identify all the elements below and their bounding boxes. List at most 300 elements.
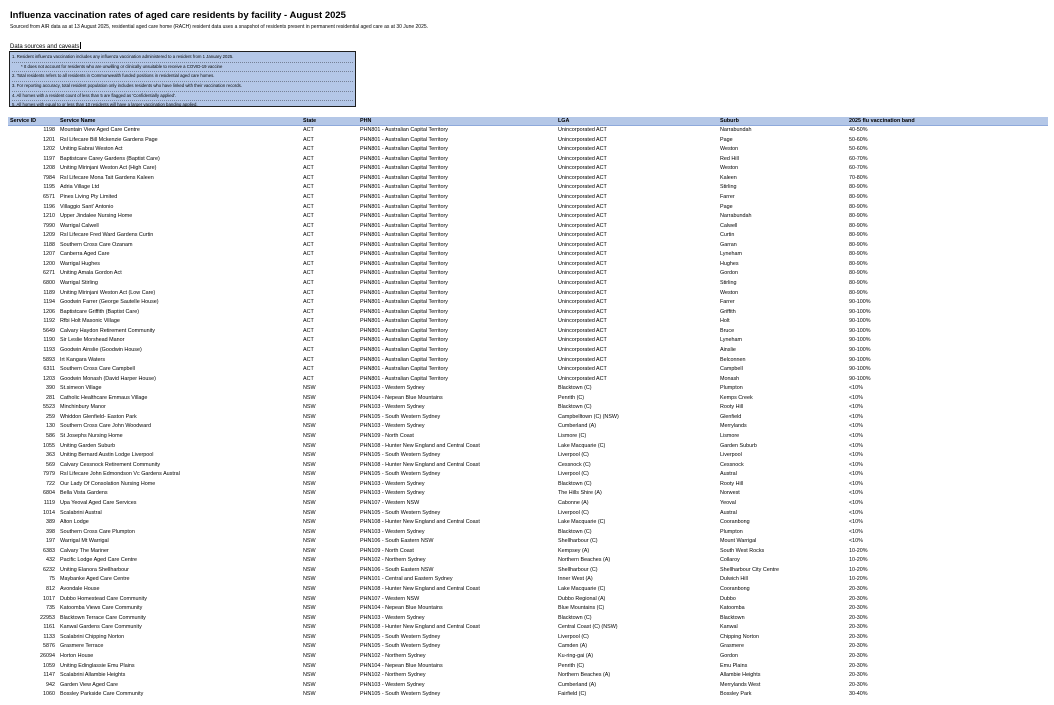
- vaccination-band-cell[interactable]: 80-90%: [849, 184, 868, 191]
- phn-cell[interactable]: PHN105 - South Western Sydney: [360, 633, 441, 640]
- suburb-cell[interactable]: Austral: [720, 509, 737, 516]
- service-id-cell[interactable]: 1208: [43, 165, 55, 172]
- lga-cell[interactable]: Unincorporated ACT: [558, 299, 607, 306]
- suburb-cell[interactable]: Farrer: [720, 193, 735, 200]
- service-id-cell[interactable]: 1193: [43, 346, 55, 353]
- lga-cell[interactable]: Unincorporated ACT: [558, 260, 607, 267]
- phn-cell[interactable]: PHN801 - Australian Capital Territory: [360, 232, 448, 239]
- phn-cell[interactable]: PHN801 - Australian Capital Territory: [360, 155, 448, 162]
- service-id-cell[interactable]: 389: [46, 519, 55, 526]
- suburb-cell[interactable]: Page: [720, 203, 733, 210]
- suburb-cell[interactable]: Rooty Hill: [720, 480, 744, 487]
- state-cell[interactable]: ACT: [303, 356, 314, 363]
- vaccination-band-cell[interactable]: <10%: [849, 528, 863, 535]
- state-cell[interactable]: NSW: [303, 413, 316, 420]
- service-name-cell[interactable]: Uniting Eabrai Weston Act: [60, 146, 123, 153]
- suburb-cell[interactable]: Glenfield: [720, 413, 742, 420]
- lga-cell[interactable]: Unincorporated ACT: [558, 136, 607, 143]
- suburb-cell[interactable]: Narrabundah: [720, 127, 752, 133]
- service-name-cell[interactable]: Calvary The Mariner: [60, 547, 109, 554]
- vaccination-band-cell[interactable]: 80-90%: [849, 289, 868, 296]
- state-cell[interactable]: ACT: [303, 165, 314, 172]
- state-cell[interactable]: NSW: [303, 557, 316, 564]
- service-id-cell[interactable]: 1014: [43, 509, 55, 516]
- service-name-cell[interactable]: Katoomba Views Care Community: [60, 605, 143, 612]
- phn-cell[interactable]: PHN106 - South Eastern NSW: [360, 538, 434, 545]
- vaccination-band-cell[interactable]: 90-100%: [849, 375, 871, 382]
- lga-cell[interactable]: Liverpool (C): [558, 452, 589, 459]
- phn-cell[interactable]: PHN103 - Western Sydney: [360, 480, 425, 487]
- state-cell[interactable]: ACT: [303, 308, 314, 315]
- service-name-cell[interactable]: Uniting Bernard Austin Lodge Liverpool: [60, 452, 154, 459]
- vaccination-band-cell[interactable]: 20-30%: [849, 586, 868, 592]
- vaccination-band-cell[interactable]: 90-100%: [849, 327, 871, 334]
- phn-cell[interactable]: PHN102 - Northern Sydney: [360, 557, 426, 564]
- lga-cell[interactable]: Unincorporated ACT: [558, 337, 607, 344]
- lga-cell[interactable]: Campbelltown (C) (NSW): [558, 413, 619, 420]
- state-cell[interactable]: NSW: [303, 576, 316, 583]
- service-name-cell[interactable]: Our Lady Of Consolation Nursing Home: [60, 480, 156, 487]
- service-name-cell[interactable]: Garden View Aged Care: [60, 681, 119, 688]
- service-name-cell[interactable]: Calvary Haydon Retirement Community: [60, 327, 155, 334]
- phn-cell[interactable]: PHN107 - Western NSW: [360, 499, 420, 506]
- state-cell[interactable]: ACT: [303, 203, 314, 210]
- suburb-cell[interactable]: Stirling: [720, 280, 737, 286]
- service-id-cell[interactable]: 7990: [43, 222, 55, 229]
- state-cell[interactable]: NSW: [303, 614, 316, 621]
- suburb-cell[interactable]: Ainslie: [720, 346, 736, 353]
- suburb-cell[interactable]: Yeoval: [720, 499, 736, 506]
- phn-cell[interactable]: PHN104 - Nepean Blue Mountains: [360, 605, 443, 612]
- service-id-cell[interactable]: 1060: [43, 691, 55, 698]
- lga-cell[interactable]: Liverpool (C): [558, 471, 589, 478]
- phn-cell[interactable]: PHN801 - Australian Capital Territory: [360, 251, 448, 258]
- state-cell[interactable]: ACT: [303, 127, 314, 133]
- service-name-cell[interactable]: Rsl Lifecare John Edmondson Vc Gardens Austral: [60, 471, 180, 478]
- state-cell[interactable]: ACT: [303, 289, 314, 296]
- state-cell[interactable]: ACT: [303, 375, 314, 382]
- suburb-cell[interactable]: Merrylands: [720, 423, 747, 430]
- state-cell[interactable]: NSW: [303, 452, 316, 459]
- service-id-cell[interactable]: 1197: [43, 155, 55, 162]
- lga-cell[interactable]: Unincorporated ACT: [558, 165, 607, 172]
- lga-cell[interactable]: Unincorporated ACT: [558, 318, 607, 325]
- phn-cell[interactable]: PHN801 - Australian Capital Territory: [360, 174, 448, 181]
- service-name-cell[interactable]: Goodwin Monash (David Harper House): [60, 375, 156, 382]
- state-cell[interactable]: NSW: [303, 480, 316, 487]
- suburb-cell[interactable]: Chipping Norton: [720, 633, 759, 640]
- state-cell[interactable]: NSW: [303, 433, 316, 439]
- state-cell[interactable]: ACT: [303, 155, 314, 162]
- phn-cell[interactable]: PHN104 - Nepean Blue Mountains: [360, 394, 443, 401]
- vaccination-band-cell[interactable]: <10%: [849, 433, 863, 439]
- phn-cell[interactable]: PHN801 - Australian Capital Territory: [360, 222, 448, 229]
- state-cell[interactable]: ACT: [303, 280, 314, 286]
- phn-cell[interactable]: PHN801 - Australian Capital Territory: [360, 260, 448, 267]
- state-cell[interactable]: ACT: [303, 260, 314, 267]
- service-name-cell[interactable]: Upper Jindalee Nursing Home: [60, 213, 133, 220]
- service-id-cell[interactable]: 1190: [43, 337, 55, 344]
- service-name-cell[interactable]: Villaggio Sant' Antonio: [60, 203, 114, 210]
- service-id-cell[interactable]: 197: [46, 538, 55, 545]
- lga-cell[interactable]: Blacktown (C): [558, 385, 592, 392]
- suburb-cell[interactable]: Gordon: [720, 652, 738, 659]
- header-suburb[interactable]: Suburb: [718, 117, 847, 126]
- service-name-cell[interactable]: Mountain View Aged Care Centre: [60, 127, 140, 133]
- suburb-cell[interactable]: Griffith: [720, 308, 736, 315]
- phn-cell[interactable]: PHN102 - Northern Sydney: [360, 652, 426, 659]
- lga-cell[interactable]: Unincorporated ACT: [558, 280, 607, 286]
- service-id-cell[interactable]: 1192: [43, 318, 55, 325]
- lga-cell[interactable]: Unincorporated ACT: [558, 308, 607, 315]
- service-name-cell[interactable]: St Josephs Nursing Home: [60, 433, 123, 439]
- service-name-cell[interactable]: Uniting Garden Suburb: [60, 442, 116, 449]
- vaccination-band-cell[interactable]: <10%: [849, 413, 863, 420]
- state-cell[interactable]: NSW: [303, 624, 316, 631]
- state-cell[interactable]: NSW: [303, 471, 316, 478]
- vaccination-band-cell[interactable]: 10-20%: [849, 557, 868, 564]
- state-cell[interactable]: ACT: [303, 213, 314, 220]
- lga-cell[interactable]: Liverpool (C): [558, 633, 589, 640]
- state-cell[interactable]: NSW: [303, 519, 316, 526]
- service-name-cell[interactable]: Uniting Mirinjani Weston Act (Low Care): [60, 289, 156, 296]
- service-id-cell[interactable]: 812: [46, 586, 55, 592]
- suburb-cell[interactable]: Emu Plains: [720, 662, 748, 669]
- lga-cell[interactable]: Unincorporated ACT: [558, 289, 607, 296]
- suburb-cell[interactable]: Kemps Creek: [720, 394, 753, 401]
- phn-cell[interactable]: PHN103 - Western Sydney: [360, 528, 425, 535]
- suburb-cell[interactable]: Plumpton: [720, 528, 743, 535]
- phn-cell[interactable]: PHN801 - Australian Capital Territory: [360, 203, 448, 210]
- phn-cell[interactable]: PHN801 - Australian Capital Territory: [360, 346, 448, 353]
- service-id-cell[interactable]: 75: [49, 576, 55, 583]
- vaccination-band-cell[interactable]: 80-90%: [849, 232, 868, 239]
- state-cell[interactable]: ACT: [303, 184, 314, 191]
- service-id-cell[interactable]: 6804: [43, 490, 55, 497]
- state-cell[interactable]: NSW: [303, 394, 316, 401]
- suburb-cell[interactable]: Shellharbour City Centre: [720, 566, 780, 573]
- vaccination-band-cell[interactable]: 80-90%: [849, 280, 868, 286]
- vaccination-band-cell[interactable]: 20-30%: [849, 672, 868, 679]
- vaccination-band-cell[interactable]: <10%: [849, 519, 863, 526]
- phn-cell[interactable]: PHN801 - Australian Capital Territory: [360, 289, 448, 296]
- vaccination-band-cell[interactable]: <10%: [849, 442, 863, 449]
- header-service-id[interactable]: Service ID: [8, 117, 58, 126]
- vaccination-band-cell[interactable]: <10%: [849, 499, 863, 506]
- service-id-cell[interactable]: 1198: [43, 127, 55, 133]
- phn-cell[interactable]: PHN801 - Australian Capital Territory: [360, 327, 448, 334]
- service-name-cell[interactable]: Calvary Cessnock Retirement Community: [60, 461, 161, 468]
- phn-cell[interactable]: PHN103 - Western Sydney: [360, 614, 425, 621]
- service-id-cell[interactable]: 1195: [43, 184, 55, 191]
- service-name-cell[interactable]: Rsl Lifecare Bill Mckenzie Gardens Page: [60, 136, 158, 143]
- phn-cell[interactable]: PHN101 - Central and Eastern Sydney: [360, 576, 453, 583]
- phn-cell[interactable]: PHN801 - Australian Capital Territory: [360, 356, 448, 363]
- state-cell[interactable]: NSW: [303, 605, 316, 612]
- state-cell[interactable]: NSW: [303, 490, 316, 497]
- vaccination-band-cell[interactable]: 80-90%: [849, 270, 868, 277]
- phn-cell[interactable]: PHN801 - Australian Capital Territory: [360, 241, 448, 248]
- lga-cell[interactable]: Unincorporated ACT: [558, 270, 607, 277]
- service-name-cell[interactable]: Warrigal Stirling: [60, 280, 98, 286]
- state-cell[interactable]: NSW: [303, 509, 316, 516]
- service-name-cell[interactable]: Southern Cross Care Ozanam: [60, 241, 133, 248]
- vaccination-band-cell[interactable]: <10%: [849, 471, 863, 478]
- service-name-cell[interactable]: Rsl Lifecare Fred Ward Gardens Curtin: [60, 232, 154, 239]
- service-id-cell[interactable]: 26094: [40, 652, 55, 659]
- vaccination-band-cell[interactable]: 90-100%: [849, 346, 871, 353]
- service-id-cell[interactable]: 586: [46, 433, 55, 439]
- service-id-cell[interactable]: 398: [46, 528, 55, 535]
- phn-cell[interactable]: PHN104 - Nepean Blue Mountains: [360, 662, 443, 669]
- state-cell[interactable]: ACT: [303, 270, 314, 277]
- header-lga[interactable]: LGA: [556, 117, 718, 126]
- phn-cell[interactable]: PHN801 - Australian Capital Territory: [360, 184, 448, 191]
- phn-cell[interactable]: PHN105 - South Western Sydney: [360, 691, 441, 698]
- vaccination-band-cell[interactable]: 80-90%: [849, 241, 868, 248]
- service-id-cell[interactable]: 1209: [43, 232, 55, 239]
- service-id-cell[interactable]: 7984: [43, 174, 55, 181]
- service-name-cell[interactable]: Uniting Amala Gordon Act: [60, 270, 122, 277]
- service-name-cell[interactable]: Maybanke Aged Care Centre: [60, 576, 130, 583]
- phn-cell[interactable]: PHN108 - Hunter New England and Central Coast: [360, 586, 480, 592]
- service-name-cell[interactable]: Scalabrini Austral: [60, 509, 102, 516]
- lga-cell[interactable]: Cessnock (C): [558, 461, 591, 468]
- service-id-cell[interactable]: 1202: [43, 146, 55, 153]
- state-cell[interactable]: NSW: [303, 681, 316, 688]
- suburb-cell[interactable]: Cooranbong: [720, 519, 750, 526]
- header-vaccination-band[interactable]: 2025 flu vaccination band: [847, 117, 1048, 126]
- lga-cell[interactable]: Blacktown (C): [558, 614, 592, 621]
- service-id-cell[interactable]: 1189: [43, 289, 55, 296]
- lga-cell[interactable]: The Hills Shire (A): [558, 490, 602, 497]
- service-name-cell[interactable]: Adria Village Ltd: [60, 184, 100, 191]
- service-name-cell[interactable]: Avondale House: [60, 586, 100, 592]
- service-name-cell[interactable]: Warrigal Mt Warrigal: [60, 538, 109, 545]
- lga-cell[interactable]: Fairfield (C): [558, 691, 587, 698]
- vaccination-band-cell[interactable]: <10%: [849, 452, 863, 459]
- phn-cell[interactable]: PHN109 - North Coast: [360, 547, 414, 554]
- phn-cell[interactable]: PHN103 - Western Sydney: [360, 490, 425, 497]
- suburb-cell[interactable]: Weston: [720, 289, 739, 296]
- lga-cell[interactable]: Kempsey (A): [558, 547, 590, 554]
- state-cell[interactable]: ACT: [303, 346, 314, 353]
- state-cell[interactable]: NSW: [303, 528, 316, 535]
- service-id-cell[interactable]: 1203: [43, 375, 55, 382]
- suburb-cell[interactable]: Garden Suburb: [720, 442, 757, 449]
- service-id-cell[interactable]: 1194: [43, 299, 55, 306]
- suburb-cell[interactable]: Austral: [720, 471, 737, 478]
- vaccination-band-cell[interactable]: 20-30%: [849, 633, 868, 640]
- phn-cell[interactable]: PHN801 - Australian Capital Territory: [360, 127, 448, 133]
- suburb-cell[interactable]: Holt: [720, 318, 730, 325]
- lga-cell[interactable]: Unincorporated ACT: [558, 375, 607, 382]
- service-id-cell[interactable]: 5523: [43, 404, 55, 411]
- phn-cell[interactable]: PHN108 - Hunter New England and Central Coast: [360, 519, 480, 526]
- phn-cell[interactable]: PHN105 - South Western Sydney: [360, 509, 441, 516]
- phn-cell[interactable]: PHN103 - Western Sydney: [360, 681, 425, 688]
- vaccination-band-cell[interactable]: 20-30%: [849, 614, 868, 621]
- suburb-cell[interactable]: Garran: [720, 241, 737, 248]
- lga-cell[interactable]: Unincorporated ACT: [558, 155, 607, 162]
- service-id-cell[interactable]: 5649: [43, 327, 55, 334]
- lga-cell[interactable]: Unincorporated ACT: [558, 327, 607, 334]
- lga-cell[interactable]: Unincorporated ACT: [558, 251, 607, 258]
- lga-cell[interactable]: Lake Macquarie (C): [558, 442, 606, 449]
- service-name-cell[interactable]: Pines Living Pty Limited: [60, 193, 118, 200]
- lga-cell[interactable]: Lismore (C): [558, 433, 587, 439]
- vaccination-band-cell[interactable]: 80-90%: [849, 193, 868, 200]
- service-id-cell[interactable]: 1201: [43, 136, 55, 143]
- lga-cell[interactable]: Shellharbour (C): [558, 566, 598, 573]
- service-id-cell[interactable]: 1210: [43, 213, 55, 220]
- lga-cell[interactable]: Camden (A): [558, 643, 588, 650]
- lga-cell[interactable]: Northern Beaches (A): [558, 557, 611, 564]
- state-cell[interactable]: ACT: [303, 327, 314, 334]
- lga-cell[interactable]: Lake Macquarie (C): [558, 519, 606, 526]
- header-phn[interactable]: PHN: [358, 117, 556, 126]
- vaccination-band-cell[interactable]: 60-70%: [849, 155, 868, 162]
- vaccination-band-cell[interactable]: <10%: [849, 461, 863, 468]
- phn-cell[interactable]: PHN801 - Australian Capital Territory: [360, 270, 448, 277]
- state-cell[interactable]: ACT: [303, 136, 314, 143]
- service-id-cell[interactable]: 1200: [43, 260, 55, 267]
- vaccination-band-cell[interactable]: 80-90%: [849, 213, 868, 220]
- phn-cell[interactable]: PHN801 - Australian Capital Territory: [360, 375, 448, 382]
- suburb-cell[interactable]: Dubbo: [720, 595, 736, 602]
- suburb-cell[interactable]: Grasmere: [720, 643, 744, 650]
- suburb-cell[interactable]: Campbell: [720, 366, 743, 373]
- service-name-cell[interactable]: Rfbi Holt Masonic Village: [60, 318, 120, 325]
- service-id-cell[interactable]: 735: [46, 605, 55, 612]
- lga-cell[interactable]: Inner West (A): [558, 576, 593, 583]
- lga-cell[interactable]: Unincorporated ACT: [558, 232, 607, 239]
- vaccination-band-cell[interactable]: <10%: [849, 480, 863, 487]
- service-name-cell[interactable]: Minchinbury Manor: [60, 404, 106, 411]
- vaccination-band-cell[interactable]: 50-60%: [849, 146, 868, 153]
- phn-cell[interactable]: PHN105 - South Western Sydney: [360, 471, 441, 478]
- service-id-cell[interactable]: 6311: [43, 366, 55, 373]
- phn-cell[interactable]: PHN108 - Hunter New England and Central Coast: [360, 624, 480, 631]
- state-cell[interactable]: ACT: [303, 146, 314, 153]
- phn-cell[interactable]: PHN801 - Australian Capital Territory: [360, 318, 448, 325]
- lga-cell[interactable]: Northern Beaches (A): [558, 672, 611, 679]
- lga-cell[interactable]: Unincorporated ACT: [558, 346, 607, 353]
- phn-cell[interactable]: PHN106 - South Eastern NSW: [360, 566, 434, 573]
- vaccination-band-cell[interactable]: 90-100%: [849, 299, 871, 306]
- lga-cell[interactable]: Liverpool (C): [558, 509, 589, 516]
- suburb-cell[interactable]: Lyneham: [720, 337, 742, 344]
- service-name-cell[interactable]: Southern Cross Care John Woodward: [60, 423, 151, 430]
- suburb-cell[interactable]: Calwell: [720, 222, 738, 229]
- suburb-cell[interactable]: Norwest: [720, 490, 740, 497]
- vaccination-band-cell[interactable]: 20-30%: [849, 643, 868, 650]
- service-name-cell[interactable]: Warrigal Hughes: [60, 260, 100, 267]
- service-id-cell[interactable]: 5893: [43, 356, 55, 363]
- suburb-cell[interactable]: Stirling: [720, 184, 737, 191]
- state-cell[interactable]: ACT: [303, 299, 314, 306]
- vaccination-band-cell[interactable]: <10%: [849, 404, 863, 411]
- state-cell[interactable]: NSW: [303, 566, 316, 573]
- lga-cell[interactable]: Unincorporated ACT: [558, 127, 607, 133]
- vaccination-band-cell[interactable]: 20-30%: [849, 605, 868, 612]
- vaccination-band-cell[interactable]: 80-90%: [849, 251, 868, 258]
- lga-cell[interactable]: Unincorporated ACT: [558, 241, 607, 248]
- phn-cell[interactable]: PHN801 - Australian Capital Territory: [360, 337, 448, 344]
- lga-cell[interactable]: Unincorporated ACT: [558, 213, 607, 220]
- suburb-cell[interactable]: Kaleen: [720, 174, 737, 181]
- service-id-cell[interactable]: 7979: [43, 471, 55, 478]
- lga-cell[interactable]: Unincorporated ACT: [558, 146, 607, 153]
- vaccination-band-cell[interactable]: 80-90%: [849, 203, 868, 210]
- state-cell[interactable]: ACT: [303, 222, 314, 229]
- service-name-cell[interactable]: Southern Cross Care Plumpton: [60, 528, 135, 535]
- service-name-cell[interactable]: Pacific Lodge Aged Care Centre: [60, 557, 138, 564]
- suburb-cell[interactable]: Hughes: [720, 260, 739, 267]
- header-service-name[interactable]: Service Name: [58, 117, 301, 126]
- phn-cell[interactable]: PHN109 - North Coast: [360, 433, 414, 439]
- service-name-cell[interactable]: Whiddon Glenfield- Easton Park: [60, 413, 137, 420]
- service-name-cell[interactable]: Irt Kangara Waters: [60, 356, 106, 363]
- lga-cell[interactable]: Unincorporated ACT: [558, 174, 607, 181]
- state-cell[interactable]: NSW: [303, 461, 316, 468]
- service-name-cell[interactable]: Horton House: [60, 652, 94, 659]
- phn-cell[interactable]: PHN801 - Australian Capital Territory: [360, 165, 448, 172]
- service-id-cell[interactable]: 363: [46, 452, 55, 459]
- phn-cell[interactable]: PHN108 - Hunter New England and Central Coast: [360, 461, 480, 468]
- phn-cell[interactable]: PHN801 - Australian Capital Territory: [360, 146, 448, 153]
- lga-cell[interactable]: Blacktown (C): [558, 528, 592, 535]
- service-name-cell[interactable]: Catholic Healthcare Emmaus Village: [60, 394, 148, 401]
- service-id-cell[interactable]: 1206: [43, 308, 55, 315]
- lga-cell[interactable]: Cabonne (A): [558, 499, 589, 506]
- service-name-cell[interactable]: Goodwin Farrer (George Sautelle House): [60, 299, 159, 306]
- service-id-cell[interactable]: 1196: [43, 203, 55, 210]
- state-cell[interactable]: NSW: [303, 385, 316, 392]
- vaccination-band-cell[interactable]: 90-100%: [849, 318, 871, 325]
- phn-cell[interactable]: PHN801 - Australian Capital Territory: [360, 213, 448, 220]
- suburb-cell[interactable]: South West Rocks: [720, 547, 765, 554]
- state-cell[interactable]: NSW: [303, 423, 316, 430]
- suburb-cell[interactable]: Cooranbong: [720, 586, 750, 592]
- suburb-cell[interactable]: Collaroy: [720, 557, 740, 564]
- vaccination-band-cell[interactable]: 90-100%: [849, 308, 871, 315]
- vaccination-band-cell[interactable]: <10%: [849, 385, 863, 392]
- state-cell[interactable]: NSW: [303, 691, 316, 698]
- phn-cell[interactable]: PHN105 - South Western Sydney: [360, 413, 441, 420]
- service-name-cell[interactable]: Rsl Lifecare Mona Tait Gardens Kaleen: [60, 174, 154, 181]
- state-cell[interactable]: ACT: [303, 193, 314, 200]
- state-cell[interactable]: ACT: [303, 174, 314, 181]
- service-id-cell[interactable]: 390: [46, 385, 55, 392]
- vaccination-band-cell[interactable]: 10-20%: [849, 566, 868, 573]
- header-state[interactable]: State: [301, 117, 358, 126]
- vaccination-band-cell[interactable]: 80-90%: [849, 222, 868, 229]
- service-id-cell[interactable]: 1133: [43, 633, 55, 640]
- phn-cell[interactable]: PHN801 - Australian Capital Territory: [360, 136, 448, 143]
- suburb-cell[interactable]: Blacktown: [720, 614, 745, 621]
- lga-cell[interactable]: Unincorporated ACT: [558, 222, 607, 229]
- vaccination-band-cell[interactable]: <10%: [849, 538, 863, 545]
- suburb-cell[interactable]: Bruce: [720, 327, 735, 334]
- suburb-cell[interactable]: Monash: [720, 375, 740, 382]
- service-name-cell[interactable]: Baptistcare Griffith (Baptist Care): [60, 308, 139, 315]
- lga-cell[interactable]: Blue Mountains (C): [558, 605, 605, 612]
- service-id-cell[interactable]: 432: [46, 557, 55, 564]
- state-cell[interactable]: ACT: [303, 337, 314, 344]
- suburb-cell[interactable]: Rooty Hill: [720, 404, 744, 411]
- service-id-cell[interactable]: 1207: [43, 251, 55, 258]
